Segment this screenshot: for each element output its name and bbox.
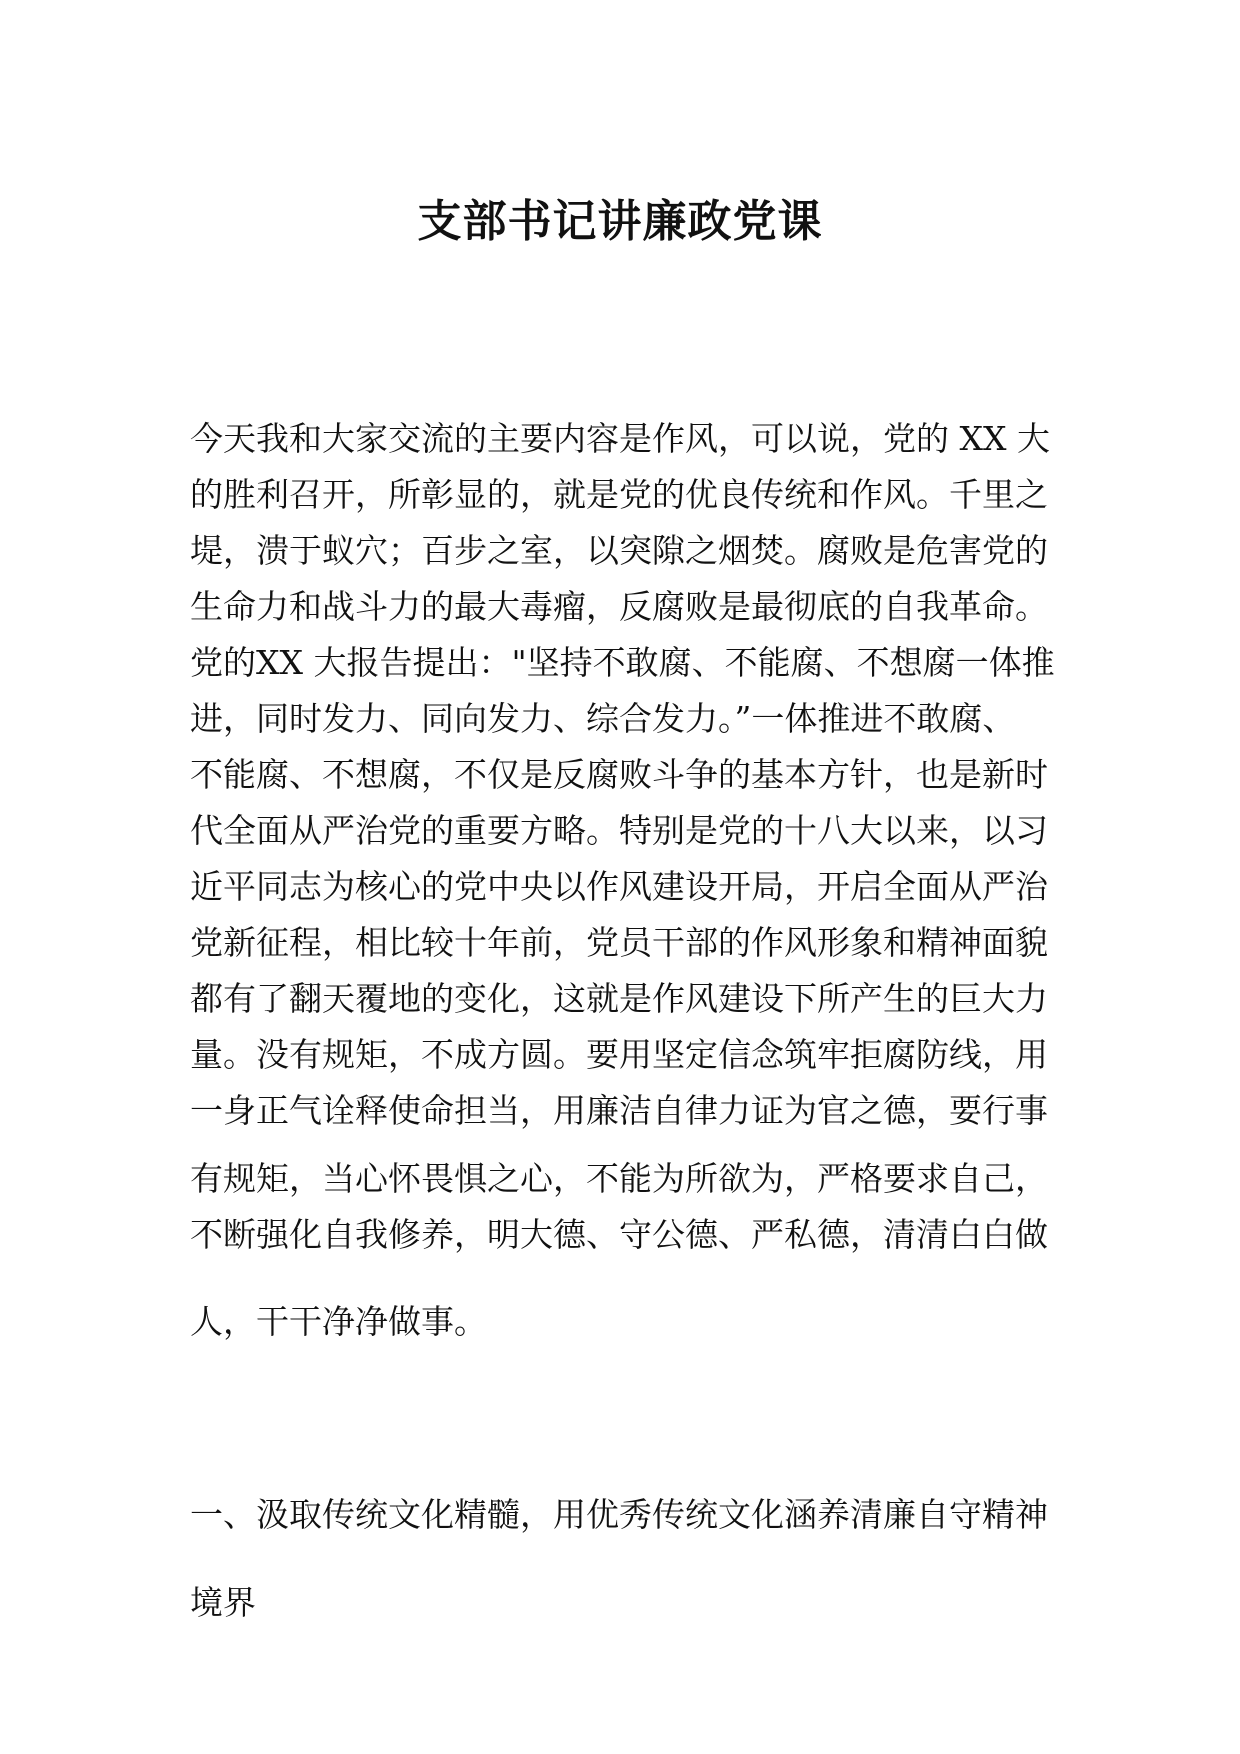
section-heading-line: 一、汲取传统文化精髓，用优秀传统文化涵养清廉自守精神: [190, 1495, 1048, 1534]
paragraph-line: 有规矩，当心怀畏惧之心，不能为所欲为，严格要求自己，: [190, 1159, 1048, 1198]
paragraph-line: 量。没有规矩，不成方圆。要用坚定信念筑牢拒腐防线，用: [190, 1035, 1048, 1074]
paragraph-line: 党新征程，相比较十年前，党员干部的作风形象和精神面貌: [190, 923, 1048, 962]
paragraph-line: 人，干干净净做事。: [190, 1302, 487, 1341]
document-title: 支部书记讲廉政党课: [417, 196, 823, 247]
paragraph-line: 一身正气诠释使命担当，用廉洁自律力证为官之德，要行事: [190, 1091, 1048, 1130]
section-heading-line: 境界: [190, 1583, 256, 1622]
paragraph-line: 代全面从严治党的重要方略。特别是党的十八大以来，以习: [190, 811, 1048, 850]
paragraph-line: 今天我和大家交流的主要内容是作风，可以说，党的 XX 大: [190, 419, 1050, 458]
paragraph-line: 近平同志为核心的党中央以作风建设开局，开启全面从严治: [190, 867, 1048, 906]
paragraph-line: 党的XX 大报告提出："坚持不敢腐、不能腐、不想腐一体推: [190, 643, 1055, 682]
paragraph-line: 堤，溃于蚁穴；百步之室，以突隙之烟焚。腐败是危害党的: [190, 531, 1048, 570]
paragraph-line: 生命力和战斗力的最大毒瘤，反腐败是最彻底的自我革命。: [190, 587, 1048, 626]
paragraph-line: 不能腐、不想腐，不仅是反腐败斗争的基本方针，也是新时: [190, 755, 1048, 794]
paragraph-line: 进，同时发力、同向发力、综合发力。”一体推进不敢腐、: [190, 699, 1016, 738]
paragraph-line: 的胜利召开，所彰显的，就是党的优良传统和作风。千里之: [190, 475, 1048, 514]
paragraph-line: 不断强化自我修养，明大德、守公德、严私德，清清白白做: [190, 1215, 1048, 1254]
paragraph-line: 都有了翻天覆地的变化，这就是作风建设下所产生的巨大力: [190, 979, 1048, 1018]
